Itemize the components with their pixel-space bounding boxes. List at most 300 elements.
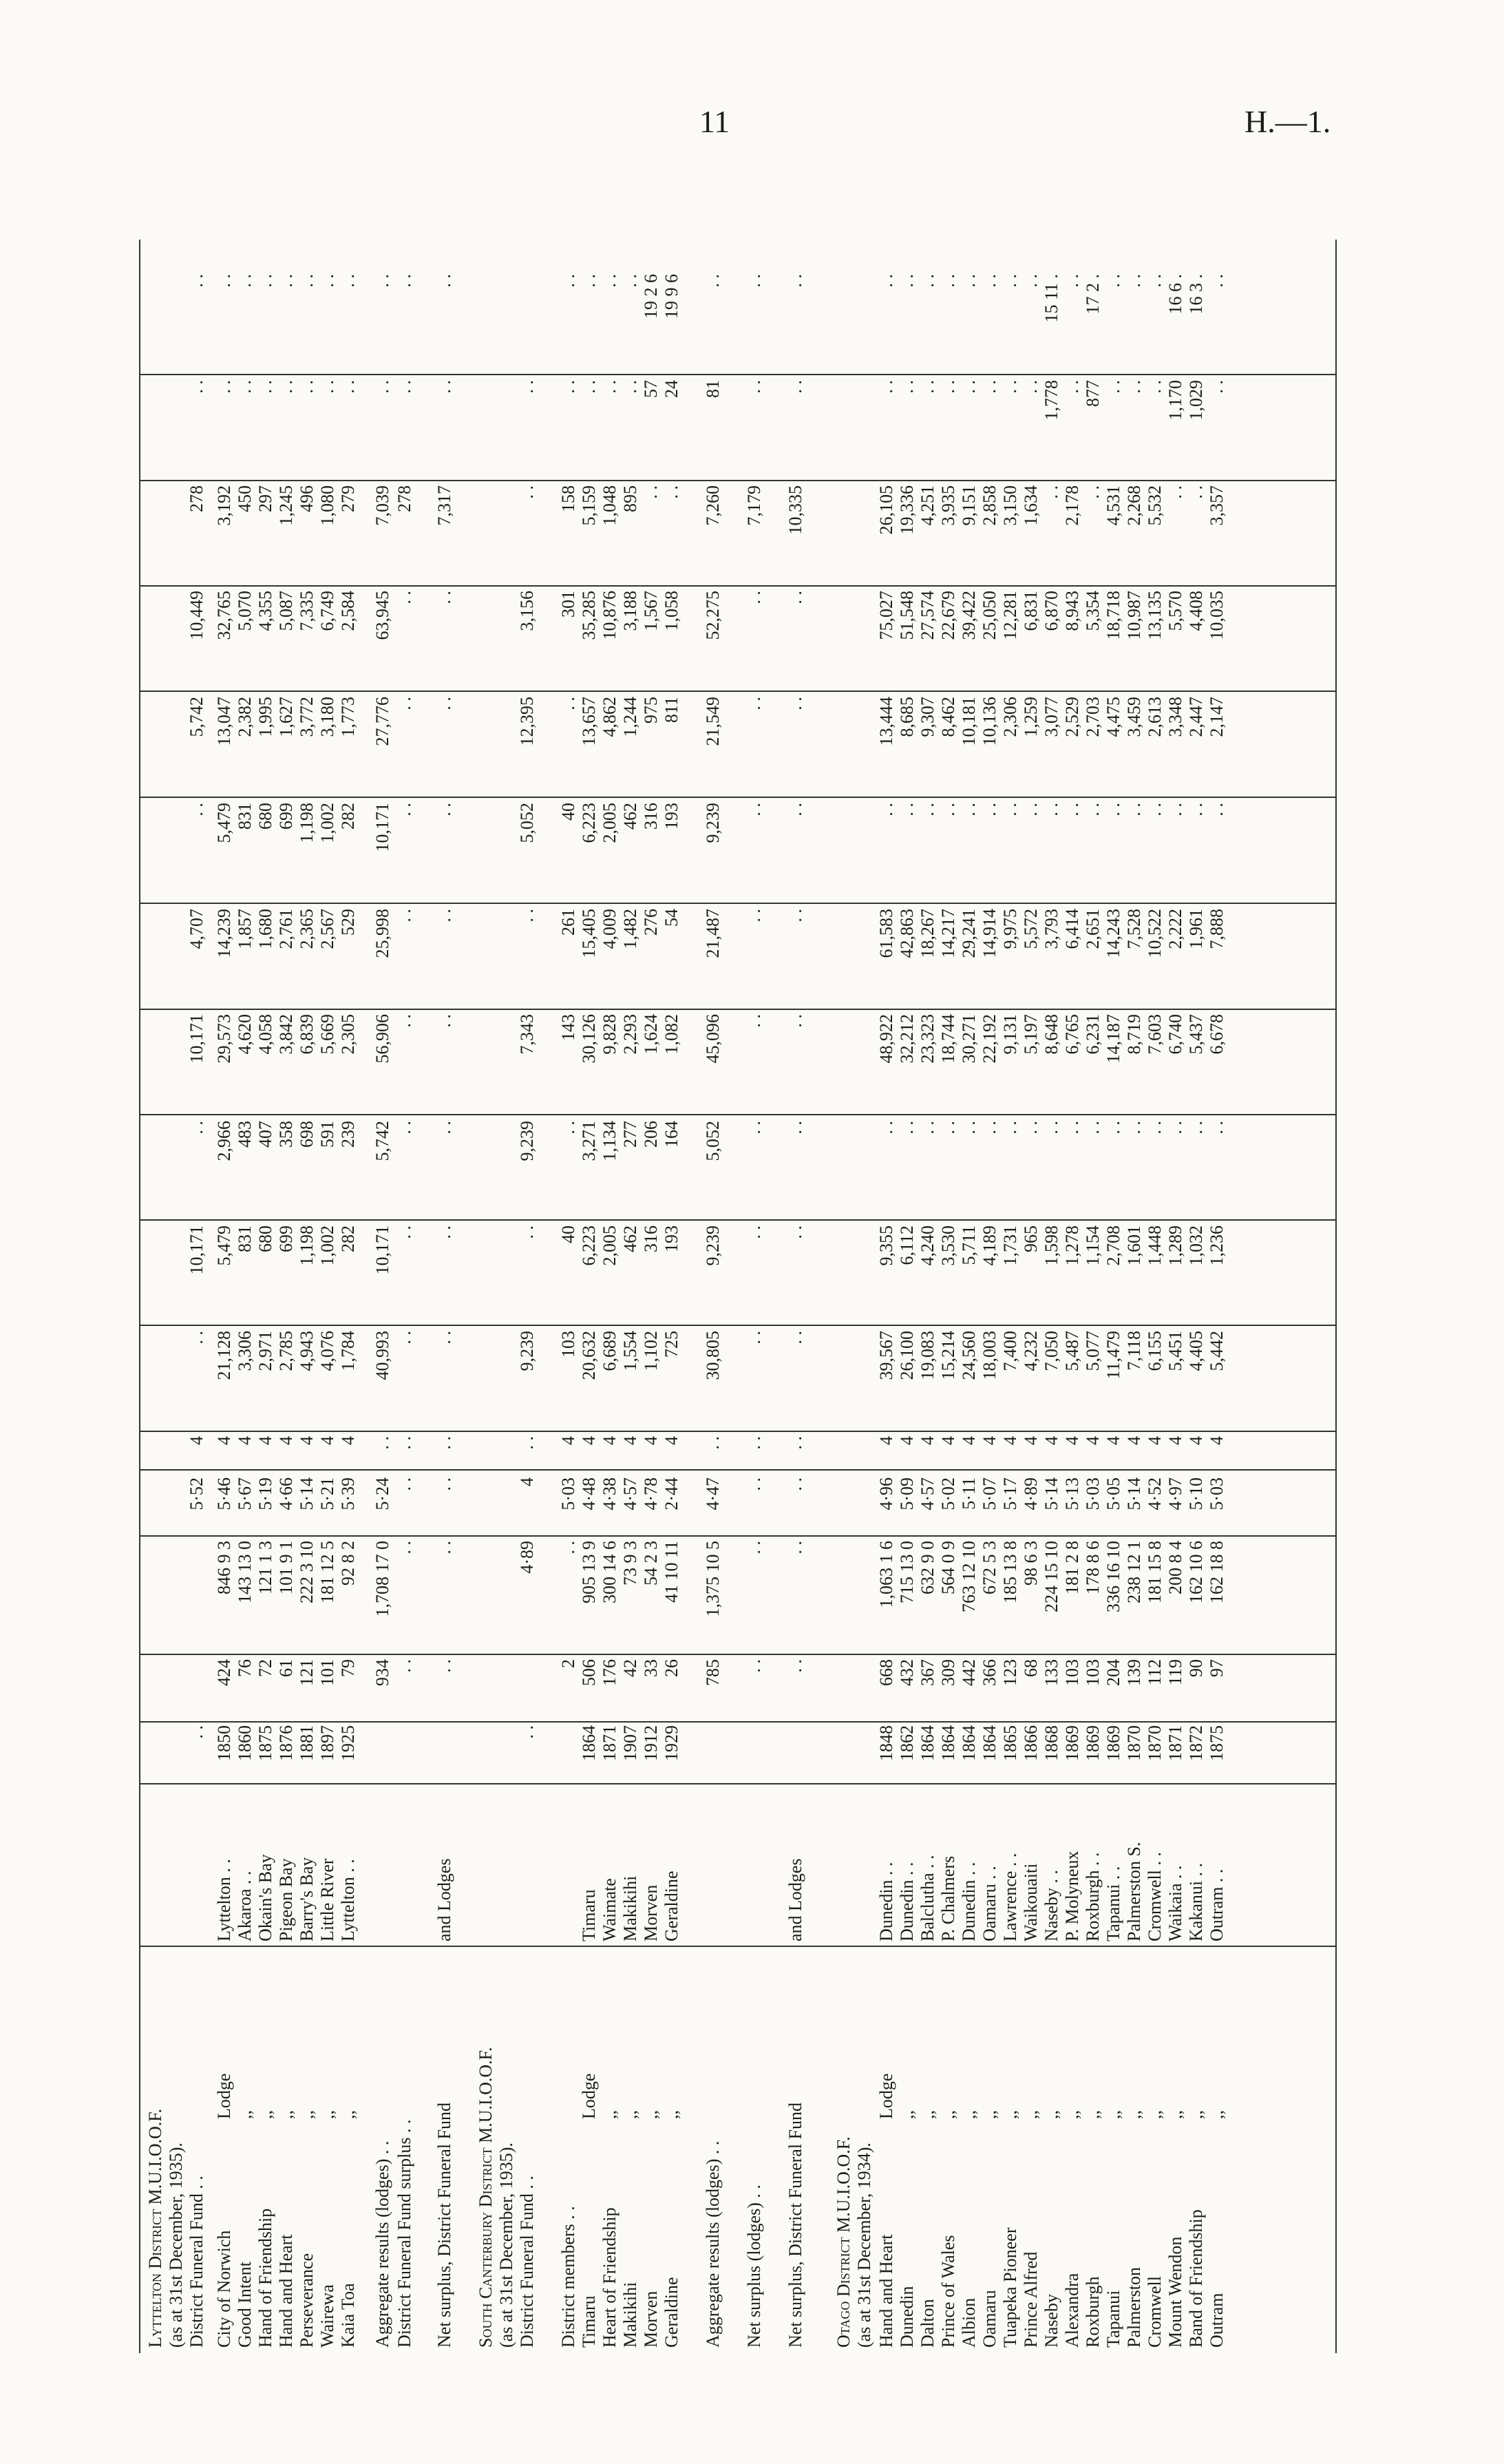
cell-value: 40 — [558, 1225, 578, 1243]
cell-value: 20,632 — [579, 1331, 599, 1380]
cell-value: 424 — [214, 1659, 234, 1686]
cell-value: 12,281 — [1000, 591, 1020, 640]
cell-value: . . — [1207, 274, 1227, 288]
cell-value: 278 — [394, 485, 414, 512]
cell-value: 2,293 — [620, 1014, 640, 1055]
cell-value: 19 9 6 — [661, 274, 681, 319]
cell-value: . . — [1041, 803, 1061, 817]
lodge-row — [255, 240, 277, 2353]
lodge-place: Makikihi — [620, 1875, 640, 1941]
cell-value: 5,669 — [317, 1014, 337, 1055]
row-label: District Funeral Fund . . — [187, 2176, 206, 2348]
cell-value: . . — [1165, 803, 1185, 817]
lodge-year: 1864 — [918, 1725, 938, 1761]
row-label-cont: and Lodges — [434, 1858, 454, 1941]
cell-value: . . — [744, 697, 764, 710]
cell-value: 2,529 — [1062, 697, 1082, 737]
cell-value: . . — [235, 380, 255, 394]
cell-value: . . — [661, 485, 681, 499]
cell-value: 4·52 — [1145, 1477, 1165, 1510]
cell-value: . . — [434, 1225, 454, 1239]
cell-value: 4·89 — [517, 1541, 537, 1574]
lodge-row — [1061, 240, 1083, 2353]
cell-value: . . — [1186, 803, 1206, 817]
cell-value: 143 — [558, 1014, 578, 1041]
cell-value: . . — [744, 1121, 764, 1135]
lodge-ditto: ,, — [1000, 2110, 1020, 2119]
cell-value: 7,888 — [1207, 909, 1227, 949]
cell-value: 1,063 1 6 — [876, 1541, 896, 1608]
cell-value: 725 — [661, 1331, 681, 1358]
cell-value: 1,002 — [317, 1225, 337, 1266]
cell-value: . . — [959, 803, 979, 817]
cell-value: 8,943 — [1062, 591, 1082, 631]
cell-value: . . — [1083, 1121, 1103, 1135]
district-heading: South Canterbury District M.U.I.O.O.F. — [476, 2047, 496, 2348]
lodge-ditto: Lodge — [214, 2073, 234, 2119]
cell-value: 4 — [338, 1436, 358, 1445]
cell-value: . . — [918, 803, 938, 817]
cell-value: 4 — [897, 1436, 917, 1445]
cell-value: 2,268 — [1124, 485, 1144, 526]
cell-value: 2,005 — [600, 803, 619, 843]
cell-value: 1,773 — [338, 697, 358, 737]
table-body — [124, 240, 1342, 2353]
cell-value: . . — [1021, 1121, 1041, 1135]
cell-value: 162 18 8 — [1207, 1541, 1227, 1603]
cell-value: 4 — [1124, 1436, 1144, 1445]
cell-value: . . — [372, 274, 392, 288]
cell-value: 4 — [255, 1436, 275, 1445]
cell-value: 63,945 — [372, 591, 392, 640]
row-label: Aggregate results (lodges) . . — [703, 2140, 723, 2348]
cell-value: . . — [187, 274, 206, 288]
cell-value: 222 3 10 — [297, 1541, 317, 1603]
cell-value: 5·03 — [1207, 1477, 1227, 1510]
lodge-year: 1870 — [1145, 1725, 1165, 1761]
lodge-name: Band of Friendship — [1186, 2209, 1206, 2348]
cell-value: 26,100 — [897, 1331, 917, 1380]
lodge-place: Okain's Bay — [255, 1854, 275, 1941]
lodge-name: Dalton — [918, 2299, 938, 2348]
cell-value: . . — [876, 1121, 896, 1135]
cell-value: . . — [897, 1121, 917, 1135]
lodge-row — [1020, 240, 1042, 2353]
cell-value: . . — [517, 909, 537, 923]
aggregate-row — [372, 240, 394, 2353]
cell-value: 72 — [255, 1659, 275, 1677]
lodge-ditto: ,, — [276, 2110, 296, 2119]
cell-value: 6,749 — [317, 591, 337, 631]
lodge-year: 1862 — [897, 1725, 917, 1761]
cell-value: 4·66 — [276, 1477, 296, 1510]
lodge-year: 1897 — [317, 1725, 337, 1761]
cell-value: . . — [276, 380, 296, 394]
cell-value: . . — [1021, 803, 1041, 817]
cell-value: 5,052 — [517, 803, 537, 843]
lodge-year: 1848 — [876, 1725, 896, 1761]
lodge-name: Hand and Heart — [276, 2234, 296, 2348]
cell-value: 21,549 — [703, 697, 723, 746]
cell-value: 2,703 — [1083, 697, 1103, 737]
cell-value: . . — [434, 1121, 454, 1135]
cell-value: 5,742 — [372, 1121, 392, 1161]
cell-value: . . — [1062, 274, 1082, 288]
lodge-name: Outram — [1207, 2293, 1227, 2348]
cell-value: . . — [187, 380, 206, 394]
cell-value: . . — [394, 697, 414, 710]
cell-value: 5,077 — [1083, 1331, 1103, 1371]
cell-value: 10,171 — [187, 1014, 206, 1064]
cell-value: 42 — [620, 1659, 640, 1677]
cell-value: 30,805 — [703, 1331, 723, 1380]
cell-value: 2·44 — [661, 1477, 681, 1510]
row-label: District Funeral Fund . . — [517, 2176, 537, 2348]
cell-value: . . — [1000, 1121, 1020, 1135]
cell-value: . . — [1062, 380, 1082, 394]
cell-value: 6,740 — [1165, 1014, 1185, 1055]
lodge-year: 1876 — [276, 1725, 296, 1761]
cell-value: 4 — [1145, 1436, 1165, 1445]
cell-value: 5·11 — [959, 1477, 979, 1510]
cell-value: 239 — [338, 1121, 358, 1148]
cell-value: 13,444 — [876, 697, 896, 746]
cell-value: 1,002 — [317, 803, 337, 843]
cell-value: 7,050 — [1041, 1331, 1061, 1371]
cell-value: 3,150 — [1000, 485, 1020, 526]
lodge-ditto: ,, — [1207, 2110, 1227, 2119]
rotated-table — [124, 240, 1342, 2353]
cell-value: 5·21 — [317, 1477, 337, 1510]
lodge-row — [599, 240, 621, 2353]
cell-value: 276 — [641, 909, 661, 936]
cell-value: 5,487 — [1062, 1331, 1082, 1371]
lodge-name: Hand of Friendship — [255, 2208, 275, 2348]
cell-value: 1,032 — [1186, 1225, 1206, 1266]
lodge-place: Cromwell . . — [1145, 1852, 1165, 1941]
cell-value: 21,128 — [214, 1331, 234, 1380]
cell-value: . . — [1165, 485, 1185, 499]
lodge-row — [296, 240, 318, 2353]
cell-value: 5,354 — [1083, 591, 1103, 631]
cell-value: 785 — [703, 1659, 723, 1686]
lodge-name: Palmerston — [1124, 2267, 1144, 2348]
cell-value: 39,567 — [876, 1331, 896, 1380]
cell-value: 6,689 — [600, 1331, 619, 1371]
cell-value: . . — [517, 485, 537, 499]
lodge-row — [938, 240, 960, 2353]
lodge-place: Naseby . . — [1041, 1870, 1061, 1941]
cell-value: . . — [600, 274, 619, 288]
cell-value: 4 — [979, 1436, 999, 1445]
cell-value: 1,048 — [600, 485, 619, 526]
cell-value: 1,029 — [1186, 380, 1206, 421]
cell-value: . . — [1062, 1121, 1082, 1135]
cell-value: 9,239 — [703, 1225, 723, 1266]
cell-value: . . — [600, 380, 619, 394]
cell-value: . . — [744, 1014, 764, 1028]
cell-value: 15 11 . — [1041, 274, 1061, 323]
cell-value: . . — [517, 380, 537, 394]
cell-value: 193 — [661, 1225, 681, 1252]
lodge-row — [640, 240, 662, 2353]
cell-value: . . — [785, 274, 805, 288]
cell-value: . . — [1021, 274, 1041, 288]
cell-value: 4 — [959, 1436, 979, 1445]
cell-value: 462 — [620, 803, 640, 830]
lodge-name: City of Norwich — [214, 2230, 234, 2348]
cell-value: . . — [897, 274, 917, 288]
cell-value: 17 2 . — [1083, 274, 1103, 315]
cell-value: 8,685 — [897, 697, 917, 737]
lodge-row — [1165, 240, 1187, 2353]
cell-value: . . — [558, 1541, 578, 1555]
cell-value: 181 15 8 — [1145, 1541, 1165, 1603]
cell-value: . . — [517, 1436, 537, 1450]
cell-value: 905 13 9 — [579, 1541, 599, 1603]
cell-value: . . — [1062, 803, 1082, 817]
cell-value: 3,793 — [1041, 909, 1061, 949]
cell-value: 9,239 — [517, 1331, 537, 1371]
cell-value: 101 — [317, 1659, 337, 1686]
lodge-ditto: ,, — [317, 2110, 337, 2119]
cell-value: 6,112 — [897, 1225, 917, 1265]
cell-value: . . — [394, 1436, 414, 1450]
lodge-ditto: ,, — [338, 2110, 358, 2119]
cell-value: 14,187 — [1103, 1014, 1123, 1064]
cell-value: . . — [918, 274, 938, 288]
aggregate-row — [702, 240, 724, 2353]
cell-value: 336 16 10 — [1103, 1541, 1123, 1612]
cell-value: . . — [434, 1331, 454, 1345]
cell-value: 496 — [297, 485, 317, 512]
cell-value: . . — [276, 274, 296, 288]
cell-value: 5·17 — [1000, 1477, 1020, 1510]
cell-value: 24,560 — [959, 1331, 979, 1380]
cell-value: 5,479 — [214, 1225, 234, 1266]
cell-value: 4·78 — [641, 1477, 661, 1510]
cell-value: 4 — [641, 1436, 661, 1445]
cell-value: 2,382 — [235, 697, 255, 737]
cell-value: . . — [979, 1121, 999, 1135]
cell-value: 15,214 — [938, 1331, 958, 1380]
cell-value: 181 12 5 — [317, 1541, 337, 1603]
row-label: Net surplus, District Funeral Fund — [785, 2102, 805, 2348]
cell-value: 1,154 — [1083, 1225, 1103, 1266]
cell-value: 206 — [641, 1121, 661, 1148]
cell-value: 1,778 — [1041, 380, 1061, 421]
cell-value: 97 — [1207, 1659, 1227, 1677]
cell-value: 4 — [1083, 1436, 1103, 1445]
cell-value: 10,171 — [372, 803, 392, 852]
district-members-row — [558, 240, 580, 2353]
cell-value: 442 — [959, 1659, 979, 1686]
cell-value: 103 — [558, 1331, 578, 1358]
lodge-place: Roxburgh . . — [1083, 1852, 1103, 1941]
lodge-year: 1912 — [641, 1725, 661, 1761]
lodge-name: Oamaru — [979, 2290, 999, 2348]
cell-value: . . — [1021, 380, 1041, 394]
cell-value: . . — [434, 697, 454, 710]
cell-value: 4 — [876, 1436, 896, 1445]
cell-value: . . — [897, 380, 917, 394]
cell-value: 2,613 — [1145, 697, 1165, 737]
cell-value: 4·57 — [620, 1477, 640, 1510]
cell-value: 5·14 — [1124, 1477, 1144, 1510]
cell-value: 3,077 — [1041, 697, 1061, 737]
cell-value: 10,171 — [372, 1225, 392, 1275]
lodge-place: Lyttelton . . — [338, 1859, 358, 1941]
cell-value: 2,651 — [1083, 909, 1103, 949]
cell-value: 5,070 — [235, 591, 255, 631]
cell-value: 200 8 4 — [1165, 1541, 1185, 1594]
cell-value: 81 — [703, 380, 723, 398]
cell-value: 4,405 — [1186, 1331, 1206, 1371]
cell-value: 7,118 — [1124, 1331, 1144, 1371]
cell-value: 9,828 — [600, 1014, 619, 1055]
cell-value: 4,189 — [979, 1225, 999, 1266]
cell-value: 3,271 — [579, 1121, 599, 1161]
cell-value: 57 — [641, 380, 661, 398]
cell-value: 5·67 — [235, 1477, 255, 1510]
cell-value: . . — [1186, 485, 1206, 499]
cell-value: 1,708 17 0 — [372, 1541, 392, 1617]
lodge-ditto: ,, — [938, 2110, 958, 2119]
cell-value: 1,170 — [1165, 380, 1185, 421]
cell-value: . . — [338, 274, 358, 288]
cell-value: . . — [394, 1477, 414, 1491]
cell-value: . . — [255, 380, 275, 394]
lodge-ditto: ,, — [1145, 2110, 1165, 2119]
lodge-ditto: ,, — [1165, 2110, 1185, 2119]
cell-value: 9,355 — [876, 1225, 896, 1266]
cell-value: 5,479 — [214, 803, 234, 843]
cell-value: . . — [785, 591, 805, 604]
cell-value: 831 — [235, 1225, 255, 1252]
cell-value: 6,839 — [297, 1014, 317, 1055]
cell-value: . . — [785, 1436, 805, 1450]
cell-value: . . — [876, 803, 896, 817]
cell-value: 9,131 — [1000, 1014, 1020, 1055]
cell-value: 238 12 1 — [1124, 1541, 1144, 1603]
cell-value: 5,437 — [1186, 1014, 1206, 1055]
cell-value: 4,620 — [235, 1014, 255, 1055]
cell-value: 4 — [1207, 1436, 1227, 1445]
lodge-ditto: ,, — [620, 2110, 640, 2119]
cell-value: 3,156 — [517, 591, 537, 631]
cell-value: 1,236 — [1207, 1225, 1227, 1266]
cell-value: 2,222 — [1165, 909, 1185, 949]
cell-value: 6,223 — [579, 803, 599, 843]
cell-value: 282 — [338, 803, 358, 830]
cell-value: 3,180 — [317, 697, 337, 737]
cell-value: . . — [918, 380, 938, 394]
lodge-place: Waikouaiti — [1021, 1863, 1041, 1941]
cell-value: 75,027 — [876, 591, 896, 640]
cell-value: . . — [394, 380, 414, 394]
cell-value: 8,648 — [1041, 1014, 1061, 1055]
cell-value: 7,179 — [744, 485, 764, 526]
cell-value: . . — [1145, 380, 1165, 394]
cell-value: . . — [517, 1725, 537, 1739]
cell-value: 193 — [661, 803, 681, 830]
cell-value: 164 — [661, 1121, 681, 1148]
cell-value: 121 — [297, 1659, 317, 1686]
cell-value: . . — [434, 803, 454, 817]
lodge-year: 1866 — [1021, 1725, 1041, 1761]
cell-value: . . — [1207, 803, 1227, 817]
cell-value: . . — [255, 274, 275, 288]
cell-value: 5·14 — [297, 1477, 317, 1510]
lodge-row — [917, 240, 939, 2353]
cell-value: . . — [434, 1014, 454, 1028]
cell-value: 1,198 — [297, 1225, 317, 1266]
cell-value: 9,151 — [959, 485, 979, 526]
lodge-row — [619, 240, 642, 2353]
cell-value: 4 — [1103, 1436, 1123, 1445]
cell-value: 5·10 — [1186, 1477, 1206, 1510]
cell-value: 763 12 10 — [959, 1541, 979, 1612]
cell-value: 1,627 — [276, 697, 296, 737]
cell-value: . . — [1186, 1121, 1206, 1135]
cell-value: 12,395 — [517, 697, 537, 746]
cell-value: . . — [703, 274, 723, 288]
cell-value: . . — [1124, 803, 1144, 817]
cell-value: . . — [744, 1225, 764, 1239]
cell-value: 1,278 — [1062, 1225, 1082, 1266]
lodge-row — [234, 240, 256, 2353]
lodge-row — [661, 240, 683, 2353]
cell-value: 6,155 — [1145, 1331, 1165, 1371]
cell-value: 224 15 10 — [1041, 1541, 1061, 1612]
cell-value: . . — [744, 909, 764, 923]
cell-value: 5·19 — [255, 1477, 275, 1510]
cell-value: 4 — [187, 1436, 206, 1445]
cell-value: . . — [1103, 803, 1123, 817]
cell-value: 4 — [1021, 1436, 1041, 1445]
cell-value: . . — [1165, 1121, 1185, 1135]
cell-value: 1,259 — [1021, 697, 1041, 737]
cell-value: . . — [938, 803, 958, 817]
cell-value: 462 — [620, 1225, 640, 1252]
cell-value: 5,572 — [1021, 909, 1041, 949]
cell-value: 895 — [620, 485, 640, 512]
cell-value: . . — [744, 380, 764, 394]
cell-value: . . — [703, 1436, 723, 1450]
cell-value: 162 10 6 — [1186, 1541, 1206, 1603]
cell-value: 4·48 — [579, 1477, 599, 1510]
lodge-name: Prince Alfred — [1021, 2251, 1041, 2348]
cell-value: . . — [214, 274, 234, 288]
lodge-ditto: ,, — [1186, 2110, 1206, 2119]
cell-value: . . — [394, 1121, 414, 1135]
cell-value: 699 — [276, 803, 296, 830]
lodge-ditto: ,, — [1041, 2110, 1061, 2119]
lodge-year: 1860 — [235, 1725, 255, 1761]
cell-value: 846 9 3 — [214, 1541, 234, 1594]
cell-value: . . — [620, 380, 640, 394]
cell-value: . . — [394, 803, 414, 817]
cell-value: . . — [785, 803, 805, 817]
cell-value: 1,567 — [641, 591, 661, 631]
cell-value: 21,487 — [703, 909, 723, 958]
cell-value: 10,136 — [979, 697, 999, 746]
cell-value: 4,943 — [297, 1331, 317, 1371]
lodge-ditto: ,, — [979, 2110, 999, 2119]
cell-value: . . — [434, 909, 454, 923]
cell-value: 1,245 — [276, 485, 296, 526]
section-heading — [145, 240, 167, 2353]
